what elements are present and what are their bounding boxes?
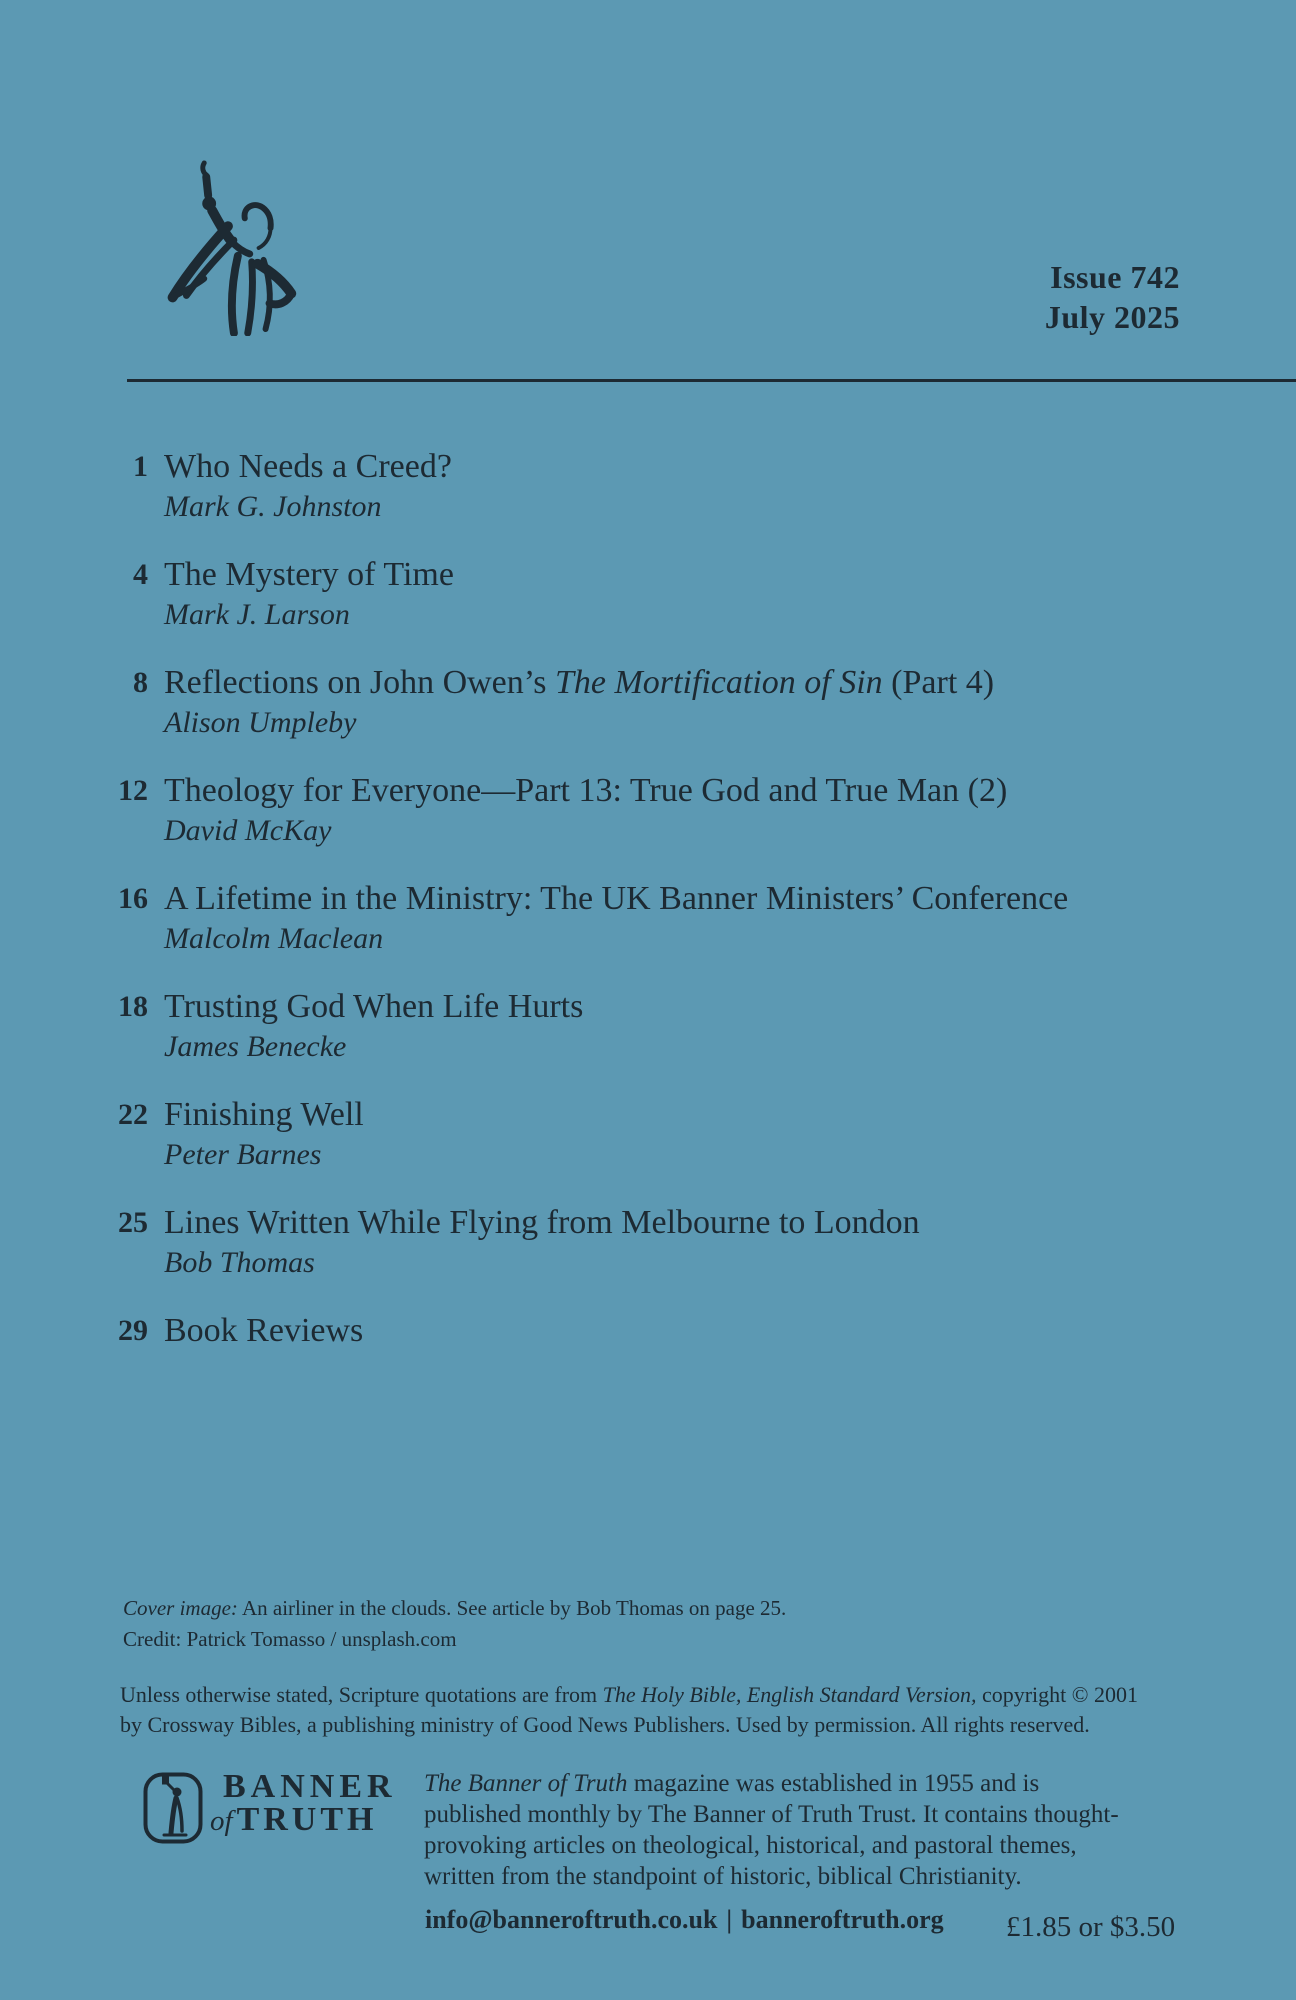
toc-entry-author: David McKay [164, 814, 332, 847]
toc-entry [112, 448, 1068, 524]
issue-block [1045, 257, 1180, 337]
toc-entry-author: James Benecke [164, 1030, 347, 1063]
scripture-note-line2: by Crossway Bibles, a publishing ministry of Good News Publishers. Used by permission. All rights reserved. [120, 1712, 1090, 1737]
toc-list [112, 448, 1068, 1381]
contact-separator: | [726, 1905, 733, 1934]
contact-website: banneroftruth.org [741, 1905, 944, 1934]
toc-entry-title: Reflections on John Owen’s The Mortification of Sin (Part 4) [164, 664, 995, 701]
toc-entry [112, 1096, 1068, 1172]
about-line1: The Banner of Truth magazine was established in 1955 and is [424, 1770, 1040, 1797]
toc-entry [112, 1204, 1068, 1280]
toc-entry [112, 988, 1068, 1064]
toc-entry-page-number: 22 [118, 1098, 148, 1131]
banner-of-truth-wordmark [210, 1770, 397, 1838]
toc-entry [112, 664, 1068, 740]
toc-entry-author: Alison Umpleby [164, 706, 357, 739]
banner-figure-logo-icon [148, 156, 302, 336]
about-line2: published monthly by The Banner of Truth Trust. It contains thought- [424, 1801, 1119, 1828]
toc-entry-page-number: 16 [118, 882, 148, 915]
price-label: £1.85 or $3.50 [1006, 1911, 1176, 1943]
toc-entry-body [164, 988, 583, 1064]
toc-entry-author: Mark G. Johnston [164, 490, 382, 523]
cover-note [123, 1593, 786, 1655]
toc-entry-body [164, 448, 452, 524]
toc-entry-page-number: 1 [133, 450, 148, 483]
toc-entry-author: Peter Barnes [164, 1138, 322, 1171]
toc-entry-body [164, 1096, 364, 1172]
contact-line [425, 1903, 944, 1936]
toc-entry-page-number: 18 [118, 990, 148, 1023]
toc-entry-body [164, 1312, 363, 1349]
toc-entry-title: The Mystery of Time [164, 556, 454, 593]
issue-date: July 2025 [1044, 299, 1180, 335]
toc-entry-title: Book Reviews [164, 1312, 364, 1349]
toc-entry-author: Malcolm Maclean [164, 922, 384, 955]
cover-credit-line: Credit: Patrick Tomasso / unsplash.com [123, 1627, 457, 1651]
cover-note-label: Cover image: [123, 1596, 238, 1620]
toc-entry-body [164, 664, 994, 740]
scripture-note [120, 1680, 1138, 1740]
about-paragraph [424, 1768, 1119, 1892]
toc-entry-title: Lines Written While Flying from Melbourne to London [164, 1204, 920, 1241]
toc-entry-body [164, 1204, 920, 1280]
toc-entry-page-number: 25 [118, 1206, 148, 1239]
banner-of-truth-emblem-icon [143, 1772, 203, 1844]
toc-entry-body [164, 772, 1007, 848]
toc-entry [112, 556, 1068, 632]
toc-entry [112, 880, 1068, 956]
cover-note-line: Cover image: An airliner in the clouds. See article by Bob Thomas on page 25. [123, 1596, 787, 1620]
toc-entry-page-number: 8 [133, 666, 148, 699]
toc-entry-body [164, 556, 454, 632]
toc-entry-title: Who Needs a Creed? [164, 448, 452, 485]
toc-entry-author: Mark J. Larson [164, 598, 350, 631]
wordmark-line2: of TRUTH [210, 1801, 378, 1838]
contact-email: info@banneroftruth.co.uk [425, 1905, 718, 1934]
toc-entry-page-number: 4 [133, 558, 148, 591]
scripture-note-line1: Unless otherwise stated, Scripture quotations are from The Holy Bible, English Standard Version, copyright © 2001 [120, 1682, 1138, 1707]
toc-entry-title: Theology for Everyone—Part 13: True God and True Man (2) [164, 772, 1008, 809]
toc-entry-page-number: 12 [118, 774, 148, 807]
wordmark-line1: BANNER [223, 1768, 397, 1805]
toc-entry-title: Trusting God When Life Hurts [164, 988, 584, 1025]
toc-entry-title: Finishing Well [164, 1096, 364, 1133]
toc-entry-page-number: 29 [118, 1314, 148, 1347]
about-line3: provoking articles on theological, historical, and pastoral themes, [424, 1832, 1077, 1859]
toc-entry [112, 1312, 1068, 1349]
divider-rule [127, 379, 1296, 382]
toc-entry [112, 772, 1068, 848]
about-line4: written from the standpoint of historic, biblical Christianity. [424, 1863, 1022, 1890]
toc-entry-body [164, 880, 1068, 956]
toc-entry-author: Bob Thomas [164, 1246, 315, 1279]
issue-number: Issue 742 [1050, 259, 1180, 295]
toc-entry-title: A Lifetime in the Ministry: The UK Banner Ministers’ Conference [164, 880, 1069, 917]
